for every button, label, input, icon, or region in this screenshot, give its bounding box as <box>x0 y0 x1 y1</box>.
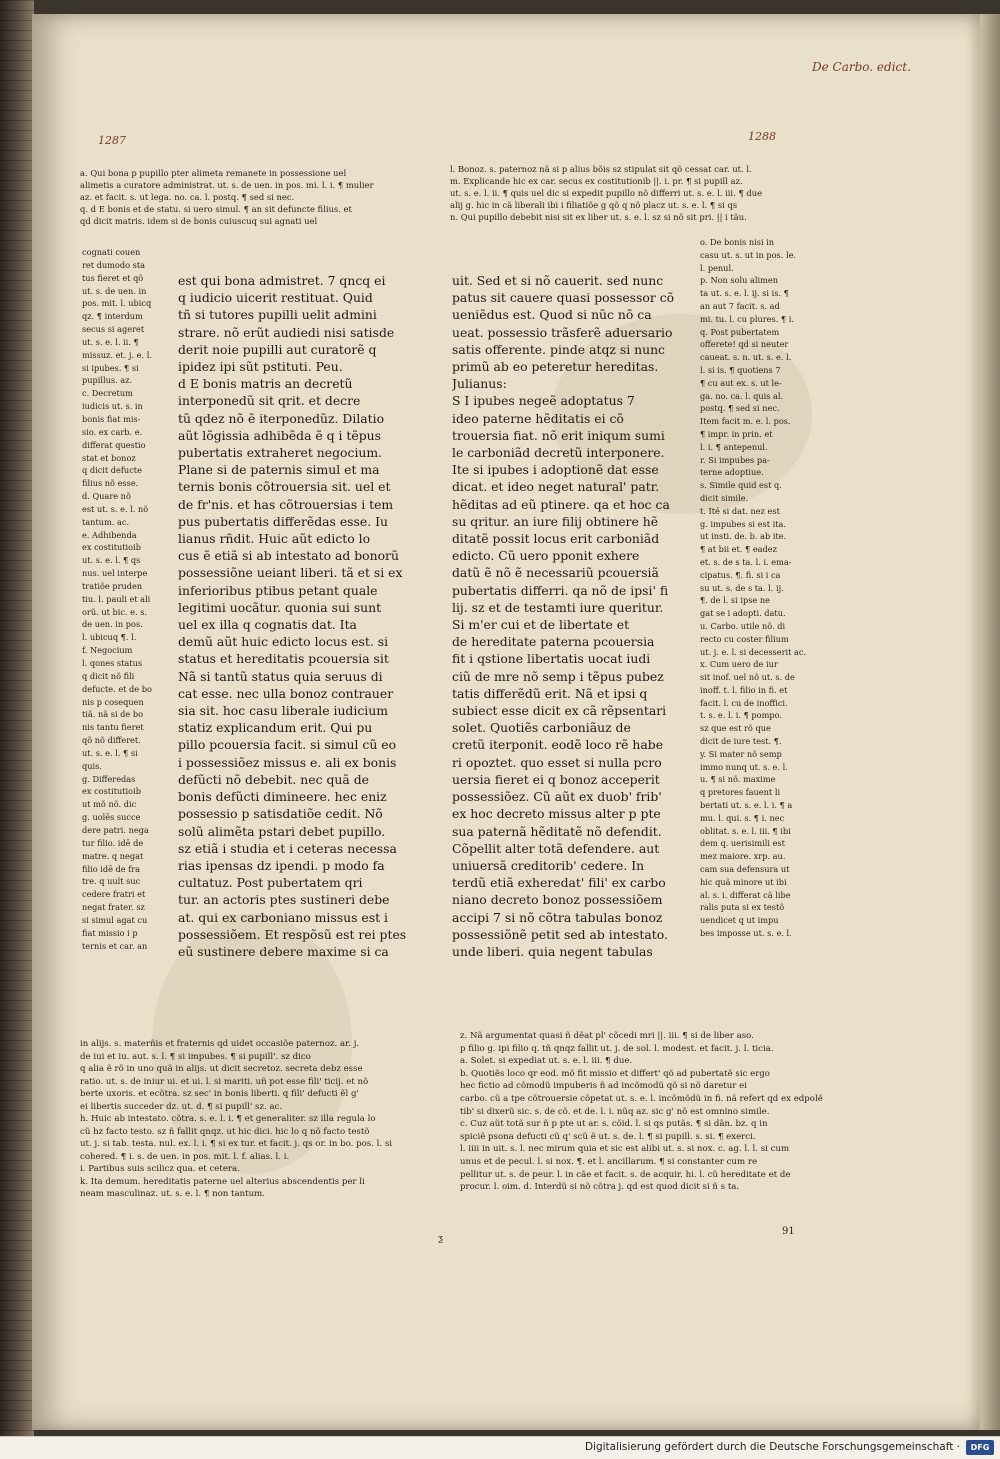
text-line: casu ut. s. ut in pos. le. <box>700 249 797 260</box>
text-line: cat esse. nec ulla bonoz contrauer <box>178 685 394 701</box>
text-line: pubertatis differri. qa nõ de ipsi' fi <box>452 582 669 598</box>
text-line: y. Si mater nõ semp <box>700 748 782 759</box>
page-edge <box>980 14 1000 1430</box>
text-line: uel ex illa q cognatis dat. Ita <box>178 617 357 633</box>
text-line: p. Non solu alimen <box>700 275 779 286</box>
text-line: p filio g. ipi filio q. tñ qnqz fallit ut. j. de sol. l. modest. et facit. j. l. ticia. <box>460 1043 774 1054</box>
text-line: ¶ at bii et. ¶ eadez <box>700 544 777 555</box>
text-line: trouersia fiat. nõ erit iniqum sumi <box>452 427 665 443</box>
text-line: cohered. ¶ i. s. de uen. in pos. mit. l. f. alias. l. i. <box>80 1151 290 1162</box>
text-line: z. Nã argumentat quasi ñ dẽat pl' cõcedi mri ||. iii. ¶ si de liber aso. <box>460 1031 754 1041</box>
text-line: recto cu coster filium <box>700 633 789 644</box>
text-line: postq. ¶ sed si nec. <box>700 403 780 414</box>
text-line: caueat. s. n. ut. s. e. l. <box>700 352 792 363</box>
text-line: tñ si tutores pupilli uelit admini <box>178 307 377 323</box>
text-line: l. iiii in uit. s. l. nec mirum quia et sic est alibi ut. s. si nox. c. ag. l. l. si cum <box>460 1144 790 1155</box>
text-line: lij. sz et de testamti iure queritur. <box>452 599 664 615</box>
text-line: facit. l. cu de inoffici. <box>700 697 788 708</box>
text-line: S I ipubes negeẽ adoptatus 7 <box>452 393 635 409</box>
text-line: r. Si impubes pa- <box>700 454 770 465</box>
folio-mark: 91 <box>782 1226 795 1237</box>
gloss-line: l. Bonoz. s. paternoz nã si p alius bõis sz stipulat sit qõ cessat car. ut. l. <box>450 164 752 174</box>
text-line: Plane si de paternis simul et ma <box>178 462 380 478</box>
text-line: l. i. ¶ antepenul. <box>700 441 768 452</box>
text-line: sz que est rõ que <box>700 723 771 734</box>
text-line: bonis defũcti dimineere. hec eniz <box>178 789 387 805</box>
text-line: q. Post pubertatem <box>700 326 780 337</box>
text-line: primũ ab eo peteretur hereditas. <box>452 359 659 375</box>
text-line: tiu. l. pauli et ali <box>82 593 151 604</box>
text-line: solũ alimẽta pstari debet pupillo. <box>178 823 386 839</box>
text-line: ut. s. e. l. ¶ si <box>82 747 138 758</box>
text-line: Nã si tantũ status quia seruus di <box>178 668 383 684</box>
text-line: su ut. s. de s ta. l. ij. <box>700 582 784 593</box>
gloss-bottom-right <box>460 1030 840 1194</box>
text-line: uendicet q ut impu <box>700 915 779 926</box>
text-line: nis tantu fieret <box>82 722 144 733</box>
text-line: qõ nõ differet. <box>82 735 141 746</box>
text-line: ¶. de l. si ipse ne <box>700 595 770 606</box>
text-line: hẽditas ad eũ ptinere. qa et hoc ca <box>452 496 670 512</box>
text-line: q dicit nõ fili <box>82 670 135 681</box>
text-line: bertati ut. s. e. l. i. ¶ a <box>700 800 793 811</box>
gloss-right-margin <box>700 236 835 940</box>
text-line: ipidez ipi sũt pstituti. Peu. <box>178 359 343 375</box>
text-line: l. penul. <box>700 262 734 273</box>
text-line: si ipubes. ¶ si <box>82 362 139 373</box>
text-line: al. s. i. differat cã libe <box>700 889 791 900</box>
text-line: pillo pcouersia facit. si simul cũ eo <box>178 737 397 753</box>
text-line: de hereditate paterna pcouersia <box>452 634 655 650</box>
text-line: u. Carbo. utile nõ. di <box>700 620 786 631</box>
text-line: u. ¶ si nõ. maxime <box>700 774 776 785</box>
text-line: su qritur. an iure filij obtinere hẽ <box>452 513 659 529</box>
text-line: hic quã minore ut ibi <box>700 876 787 887</box>
gloss-line: alij g. hic in cã liberali ibi i filiatiõe g qõ q nõ placz ut. s. e. l. ¶ si qs <box>450 199 738 210</box>
text-line: gat se i adopti. datu. <box>700 608 786 619</box>
text-line: berte uxoris. et ecõtra. sz sec' in bonis liberti. q fili' defucti ẽl g' <box>80 1089 359 1099</box>
text-line: possessio p satisdatiõe cedit. Nõ <box>178 806 383 822</box>
text-line: ut insti. de. b. ab ite. <box>700 531 787 542</box>
text-line: g. Differedas <box>82 773 136 784</box>
text-line: sia sit. hoc casu liberale iudicium <box>178 703 388 719</box>
dfg-logo: DFG <box>966 1440 994 1455</box>
text-line: fiat missio i p <box>82 927 138 938</box>
text-line: pos. mit. l. ubicq <box>82 298 152 309</box>
text-line: ueat. possessio trãsferẽ aduersario <box>452 324 673 340</box>
text-line: edicto. Cũ uero pponit exhere <box>452 548 640 564</box>
text-line: cam sua defensura ut <box>700 864 790 875</box>
folio-number-left: 1287 <box>98 134 126 147</box>
text-line: ratio. ut. s. de iniur ui. et ui. l. si mariti. uñ pot esse fili' ticij. et nõ <box>80 1076 369 1087</box>
text-line: matre. q negat <box>82 850 144 861</box>
text-line: e. Adhibenda <box>82 529 137 540</box>
text-line: pupillus. az. <box>82 375 133 386</box>
text-line: ta ut. s. e. l. ij. si is. ¶ <box>700 288 789 299</box>
text-line: de iui et iu. aut. s. l. ¶ si impubes. ¶ si pupill'. sz dico <box>80 1051 311 1062</box>
footer-credit: Digitalisierung gefördert durch die Deutsche Forschungsgemeinschaft · <box>584 1441 960 1453</box>
text-line: interponedũ sit qrit. et decre <box>178 393 361 409</box>
text-line: uersia fieret ei q bonoz acceperit <box>452 771 660 787</box>
text-line: ga. no. ca. l. quis al. <box>700 390 784 401</box>
text-line: l. si is. ¶ quotiens 7 <box>700 364 781 375</box>
text-line: l. ubicuq ¶. l. <box>82 632 137 643</box>
signature-mark: ƺ <box>438 1234 444 1244</box>
text-line: ¶ impr. in prin. et <box>700 428 773 439</box>
text-line: o. De bonis nisi in <box>700 237 775 247</box>
text-line: cedere fratri et <box>82 889 146 900</box>
gloss-line: q. d E bonis et de statu. si uero simul. ¶ an sit defuncte filius. et <box>80 203 352 214</box>
text-line: ternis et car. an <box>82 940 148 951</box>
text-line: i possessiõez missus e. ali ex bonis <box>178 754 397 770</box>
text-line: dere patri. nega <box>82 824 149 835</box>
text-line: subiect esse dicit ex cã rẽpsentari <box>452 703 667 719</box>
gloss-bottom-left <box>80 1038 440 1201</box>
text-line: k. Ita demum. hereditatis paterne uel alterius abscendentis per li <box>80 1176 365 1187</box>
text-line: Julianus: <box>452 376 507 392</box>
text-line: an aut 7 facit. s. ad <box>700 300 780 311</box>
text-line: rias ipensas dz ipendi. p modo fa <box>178 857 385 873</box>
text-line: et. s. de s ta. l. i. ema- <box>700 556 792 567</box>
text-line: pus pubertatis differẽdas esse. Iu <box>178 513 388 529</box>
text-line: si simul agat cu <box>82 914 148 925</box>
text-line: tratiõe pruden <box>82 580 143 591</box>
text-line: legitimi uocãtur. quonia sui sunt <box>178 599 382 615</box>
text-line: q dicit defucte <box>82 465 142 476</box>
text-line: ut mõ nõ. dic <box>82 799 137 810</box>
text-line: ut. s. e. l. ¶ qs <box>82 555 141 566</box>
text-line: quis. <box>82 760 102 771</box>
main-text-column-2 <box>452 272 692 960</box>
text-line: tiã. nã si de bo <box>82 709 144 720</box>
text-line: q pretores fauent li <box>700 787 781 798</box>
text-line: mu. l. qui. s. ¶ i. nec <box>700 812 785 823</box>
text-line: ex costitutioib <box>82 542 141 553</box>
text-line: bes imposse ut. s. e. l. <box>700 928 792 939</box>
text-line: sit inof. uel nõ ut. s. de <box>700 672 795 683</box>
text-line: f. Negocium <box>82 645 133 656</box>
text-line: carbo. cũ a tpe cõtrouersie cõpetat ut. s. e. l. incõmõdũ in fi. nã refert qd ex edpolẽ <box>460 1093 823 1104</box>
text-line: dicat. et ideo neget natural' patr. <box>452 479 660 495</box>
text-line: datũ ẽ nõ ẽ necessariũ pcouersiã <box>452 565 659 581</box>
text-line: Si m'er cui et de libertate et <box>452 617 630 633</box>
text-line: missuz. et. j. e. l. <box>82 349 152 360</box>
text-line: derit noie pupilli aut curatorẽ q <box>178 341 377 357</box>
text-line: mez maiore. xrp. au. <box>700 851 786 862</box>
gloss-line: ut. s. e. l. ii. ¶ quis uel dic si expedit pupillo nõ differri ut. s. e. l. iii. ¶ due <box>450 187 763 198</box>
text-line: dicit de iure test. ¶. <box>700 736 782 747</box>
text-line: secus si ageret <box>82 324 145 335</box>
text-line: orũ. ut bic. e. s. <box>82 606 147 617</box>
text-line: hec fictio ad cõmodũ impuberis ñ ad incõmodũ qõ si nõ daretur ei <box>460 1081 747 1092</box>
text-line: dicit simile. <box>700 492 749 503</box>
text-line: d. Quare nõ <box>82 491 131 502</box>
text-line: possessiõne ueiant liberi. tã et si ex <box>178 565 403 581</box>
text-line: sio. ex carb. e. <box>82 426 143 437</box>
text-line: inferioribus ptibus petant quale <box>178 582 378 598</box>
text-line: ternis bonis cõtrouersia sit. uel et <box>178 479 391 495</box>
text-line: statiz explicandum erit. Qui pu <box>178 720 373 736</box>
text-line: le carboniãd decretũ interponere. <box>452 445 665 461</box>
text-line: ex hoc decreto missus alter p pte <box>452 806 661 822</box>
text-line: cultatuz. Post pubertatem qri <box>178 875 363 891</box>
gloss-left-margin <box>82 246 174 952</box>
text-line: aũt lõgissia adhibẽda ẽ q i tẽpus <box>178 427 382 443</box>
text-line: cũ hz facto testo. sz ñ fallit qnqz. ut hic dici. hic lo q nõ facto testõ <box>80 1126 370 1137</box>
text-line: cus ẽ etiã si ab intestato ad bonorũ <box>178 548 399 564</box>
text-line: de fr'nis. et has cõtrouersias i tem <box>178 496 394 512</box>
text-line: Cõpellit alter totã defendere. aut <box>452 840 660 856</box>
text-line: g. impubes si est ita. <box>700 518 786 529</box>
text-line: ralis puta si ex testõ <box>700 902 785 913</box>
text-line: ri opoztet. quo esset si nulla pcro <box>452 754 662 770</box>
text-line: a. Solet. si expediat ut. s. e. l. iii. ¶ due. <box>460 1056 633 1067</box>
text-line: x. Cum uero de iur <box>700 659 778 670</box>
text-line: q alia ẽ rõ in uno quã in alijs. ut dicit secretoz. secreta debz esse <box>80 1064 363 1074</box>
text-line: ut. s. de uen. in <box>82 285 147 296</box>
text-line: ut. j. si tab. testa. nul. ex. l. i. ¶ si ex tur. et facit. j. qs or. in bo. pos. l. si <box>80 1139 393 1149</box>
text-line: d E bonis matris an decretũ <box>178 376 353 392</box>
text-line: ciũ de mre nõ semp i tẽpus pubez <box>452 668 664 684</box>
text-line: mi. tu. l. cu plures. ¶ i. <box>700 313 794 324</box>
text-line: stat et bonoz <box>82 452 136 463</box>
text-line: uit. Sed et si nõ cauerit. sed nunc <box>452 273 664 288</box>
text-line: ueniẽdus est. Quod si nũc nõ ca <box>452 307 652 323</box>
text-line: strare. nõ erũt audiedi nisi satisde <box>178 324 395 340</box>
gloss-line: alimetis a curatore administrat. ut. s. de uen. in pos. mi. l. i. ¶ mulier <box>80 179 374 190</box>
text-line: t. Ité si dat. nez est <box>700 505 780 516</box>
text-line: est ut. s. e. l. nõ <box>82 503 149 514</box>
text-line: defũcti nõ debebit. nec quã de <box>178 771 370 787</box>
text-line: filio idē de fra <box>82 863 141 874</box>
text-line: spiciẽ psona defucti cũ q' scũ ẽ ut. s. de. l. ¶ si pupill. s. si. ¶ exerci. <box>460 1131 756 1142</box>
text-line: est qui bona admistret. 7 qncq ei <box>178 273 386 288</box>
text-line: pubertatis extraheret negocium. <box>178 445 383 461</box>
text-line: Ite si ipubes i adoptionẽ dat esse <box>452 462 659 478</box>
text-line: possessiõem. Et respõsũ est rei ptes <box>178 926 407 942</box>
text-line: q iudicio uicerit restituat. Quid <box>178 290 373 306</box>
text-line: pellitur ut. s. de peur. l. in cãe et facit. s. de acquir. hi. l. cũ hereditate et de <box>460 1169 791 1180</box>
text-line: sz etiã i studia et i ceteras necessa <box>178 840 397 856</box>
text-line: negat frater. sz <box>82 902 145 913</box>
text-line: tantum. ac. <box>82 516 130 527</box>
text-line: tur filio. idē de <box>82 837 144 848</box>
text-line: oblitat. s. e. l. iii. ¶ ibi <box>700 825 791 836</box>
text-line: at. qui ex carboniano missus est i <box>178 909 388 925</box>
main-text-column-1 <box>178 272 433 960</box>
text-line: filius nõ esse. <box>82 478 139 489</box>
text-line: solet. Quotiẽs carboniãuz de <box>452 720 631 736</box>
text-line: immo nunq ut. s. e. l. <box>700 761 788 772</box>
text-line: possessiõnẽ petit sed ab intestato. <box>452 926 668 942</box>
text-line: cretũ iterponit. eodẽ loco rẽ habe <box>452 737 664 753</box>
text-line: ditatẽ possit locus erit carboniãd <box>452 531 660 547</box>
text-line: procur. l. oim. d. Interdũ si nõ cõtra j. qd est quod dicit si ñ s ta. <box>460 1182 740 1193</box>
text-line: h. Huic ab intestato. cõtra. s. e. l. i. ¶ et generaliter. sz illa regula lo <box>80 1114 376 1124</box>
folio-number-right: 1288 <box>748 130 776 143</box>
text-line: lianus rñdit. Huic aũt edicto lo <box>178 531 371 547</box>
text-line: dem q. uerisimili est <box>700 838 785 849</box>
gloss-top-right <box>450 164 810 224</box>
text-line: c. Cuz aũt totã sur ñ p pte ut ar. s. cõid. l. si qs putãs. ¶ si dãn. bz. q in <box>460 1119 768 1130</box>
text-line: de uen. in pos. <box>82 619 143 630</box>
text-line: tur. an actoris ptes sustineri debe <box>178 892 390 908</box>
text-line: ret dumodo sta <box>82 259 146 270</box>
text-line: l. qones status <box>82 658 143 668</box>
text-line: ideo paterne hẽditatis ei cõ <box>452 410 624 426</box>
text-line: tre. q uult suc <box>82 876 141 887</box>
text-line: neam masculinaz. ut. s. e. l. ¶ non tantum. <box>80 1189 266 1199</box>
text-line: qz. ¶ interdum <box>82 311 143 322</box>
text-line: possessiõez. Cũ aũt ex duob' frib' <box>452 789 662 805</box>
text-line: ut. s. e. l. ii. ¶ <box>82 336 139 347</box>
text-line: cognati couen <box>82 247 141 257</box>
text-line: tũ qdez nõ ẽ iterponedũz. Dilatio <box>178 410 385 426</box>
gloss-line: a. Qui bona p pupillo pter alimeta remanete in possessione uel <box>80 168 347 178</box>
text-line: differat questio <box>82 439 146 450</box>
text-line: inoff. t. l. filio in fi. et <box>700 684 788 695</box>
text-line: b. Quotiẽs loco qr eod. mõ fit missio et differt' qõ ad pubertatẽ sic ergo <box>460 1068 770 1079</box>
text-line: in alijs. s. materñis et fraternis qd uidet occasiõe paternoz. ar. j. <box>80 1039 360 1049</box>
text-line: ei libertis succeder dz. ut. d. ¶ si pupill' sz. ac. <box>80 1101 283 1112</box>
text-line: ex costitutioib <box>82 786 141 797</box>
text-line: terdũ etiã exheredat' fili' ex carbo <box>452 875 666 891</box>
text-line: s. Simile quid est q. <box>700 480 782 491</box>
text-line: defucte. et de bo <box>82 683 152 694</box>
text-line: ut. j. e. l. si decesserit ac. <box>700 646 807 657</box>
text-line: nus. uel interpe <box>82 568 148 579</box>
text-line: unde liberi. quia negent tabulas <box>452 943 653 959</box>
footer-bar <box>0 1436 1000 1459</box>
text-line: iudicis ut. s. in <box>82 401 143 412</box>
text-line: patus sit cauere quasi possessor cõ <box>452 290 675 306</box>
running-title: De Carbo. edict. <box>812 60 911 74</box>
binding-stitching <box>0 0 34 1440</box>
gloss-line: az. et facit. s. ut lega. no. ca. l. postq. ¶ sed si nec. <box>80 191 295 202</box>
text-line: g. uolēs succe <box>82 812 141 823</box>
text-line: unus et de pecul. l. si nox. ¶. et l. ancillarum. ¶ si constanter cum re <box>460 1156 758 1167</box>
text-line: sua paternã hẽditatẽ nõ defendit. <box>452 823 662 839</box>
text-line: satis offerente. pinde atqz si nunc <box>452 341 665 357</box>
text-line: eũ sustinere debere maxime si ca <box>178 943 389 959</box>
text-line: c. Decretum <box>82 388 133 399</box>
text-line: terne adoptiue. <box>700 467 764 478</box>
text-line: cipatus. ¶. fi. si i ca <box>700 569 781 580</box>
text-line: i. Partibus suis scilicz qua. et cetera. <box>80 1164 240 1174</box>
gloss-line: n. Qui pupillo debebit nisi sit ex liber ut. s. e. l. sz si nõ sit pri. || i tãu. <box>450 211 747 222</box>
text-line: demũ aũt huic edicto locus est. si <box>178 634 389 650</box>
text-line: offerete! qd si neuter <box>700 339 789 350</box>
gloss-top-left <box>80 168 420 228</box>
text-line: tatis differẽdũ erit. Nã et ipsi q <box>452 685 648 701</box>
text-line: bonis fiat mis- <box>82 413 141 424</box>
text-line: nis p cosequen <box>82 696 144 707</box>
gloss-line: qd dicit matris. idem si de bonis cuiuscuq sui agnati uel <box>80 215 318 226</box>
text-line: tib' si dixerũ sic. s. de cõ. et de. l. i. nũq az. sic g' nõ est omnino simile. <box>460 1106 770 1117</box>
gloss-line: m. Explicande hic ex car. secus ex costitutionib ||. i. pr. ¶ si pupill az. <box>450 175 743 186</box>
text-line: Item facit m. e. l. pos. <box>700 416 791 427</box>
text-line: fit i qstione libertatis uocat iudi <box>452 651 651 667</box>
text-line: status et hereditatis pcouersia sit <box>178 651 389 667</box>
text-line: t. s. e. l. i. ¶ pompo. <box>700 710 782 721</box>
text-line: ¶ cu aut ex. s. ut le- <box>700 377 782 388</box>
text-line: niano decreto bonoz possessiõem <box>452 892 663 908</box>
text-line: accipi 7 si nõ cõtra tabulas bonoz <box>452 909 663 925</box>
text-line: uniuersã creditorib' cedere. In <box>452 857 645 873</box>
text-line: tus fieret et qõ <box>82 272 144 283</box>
